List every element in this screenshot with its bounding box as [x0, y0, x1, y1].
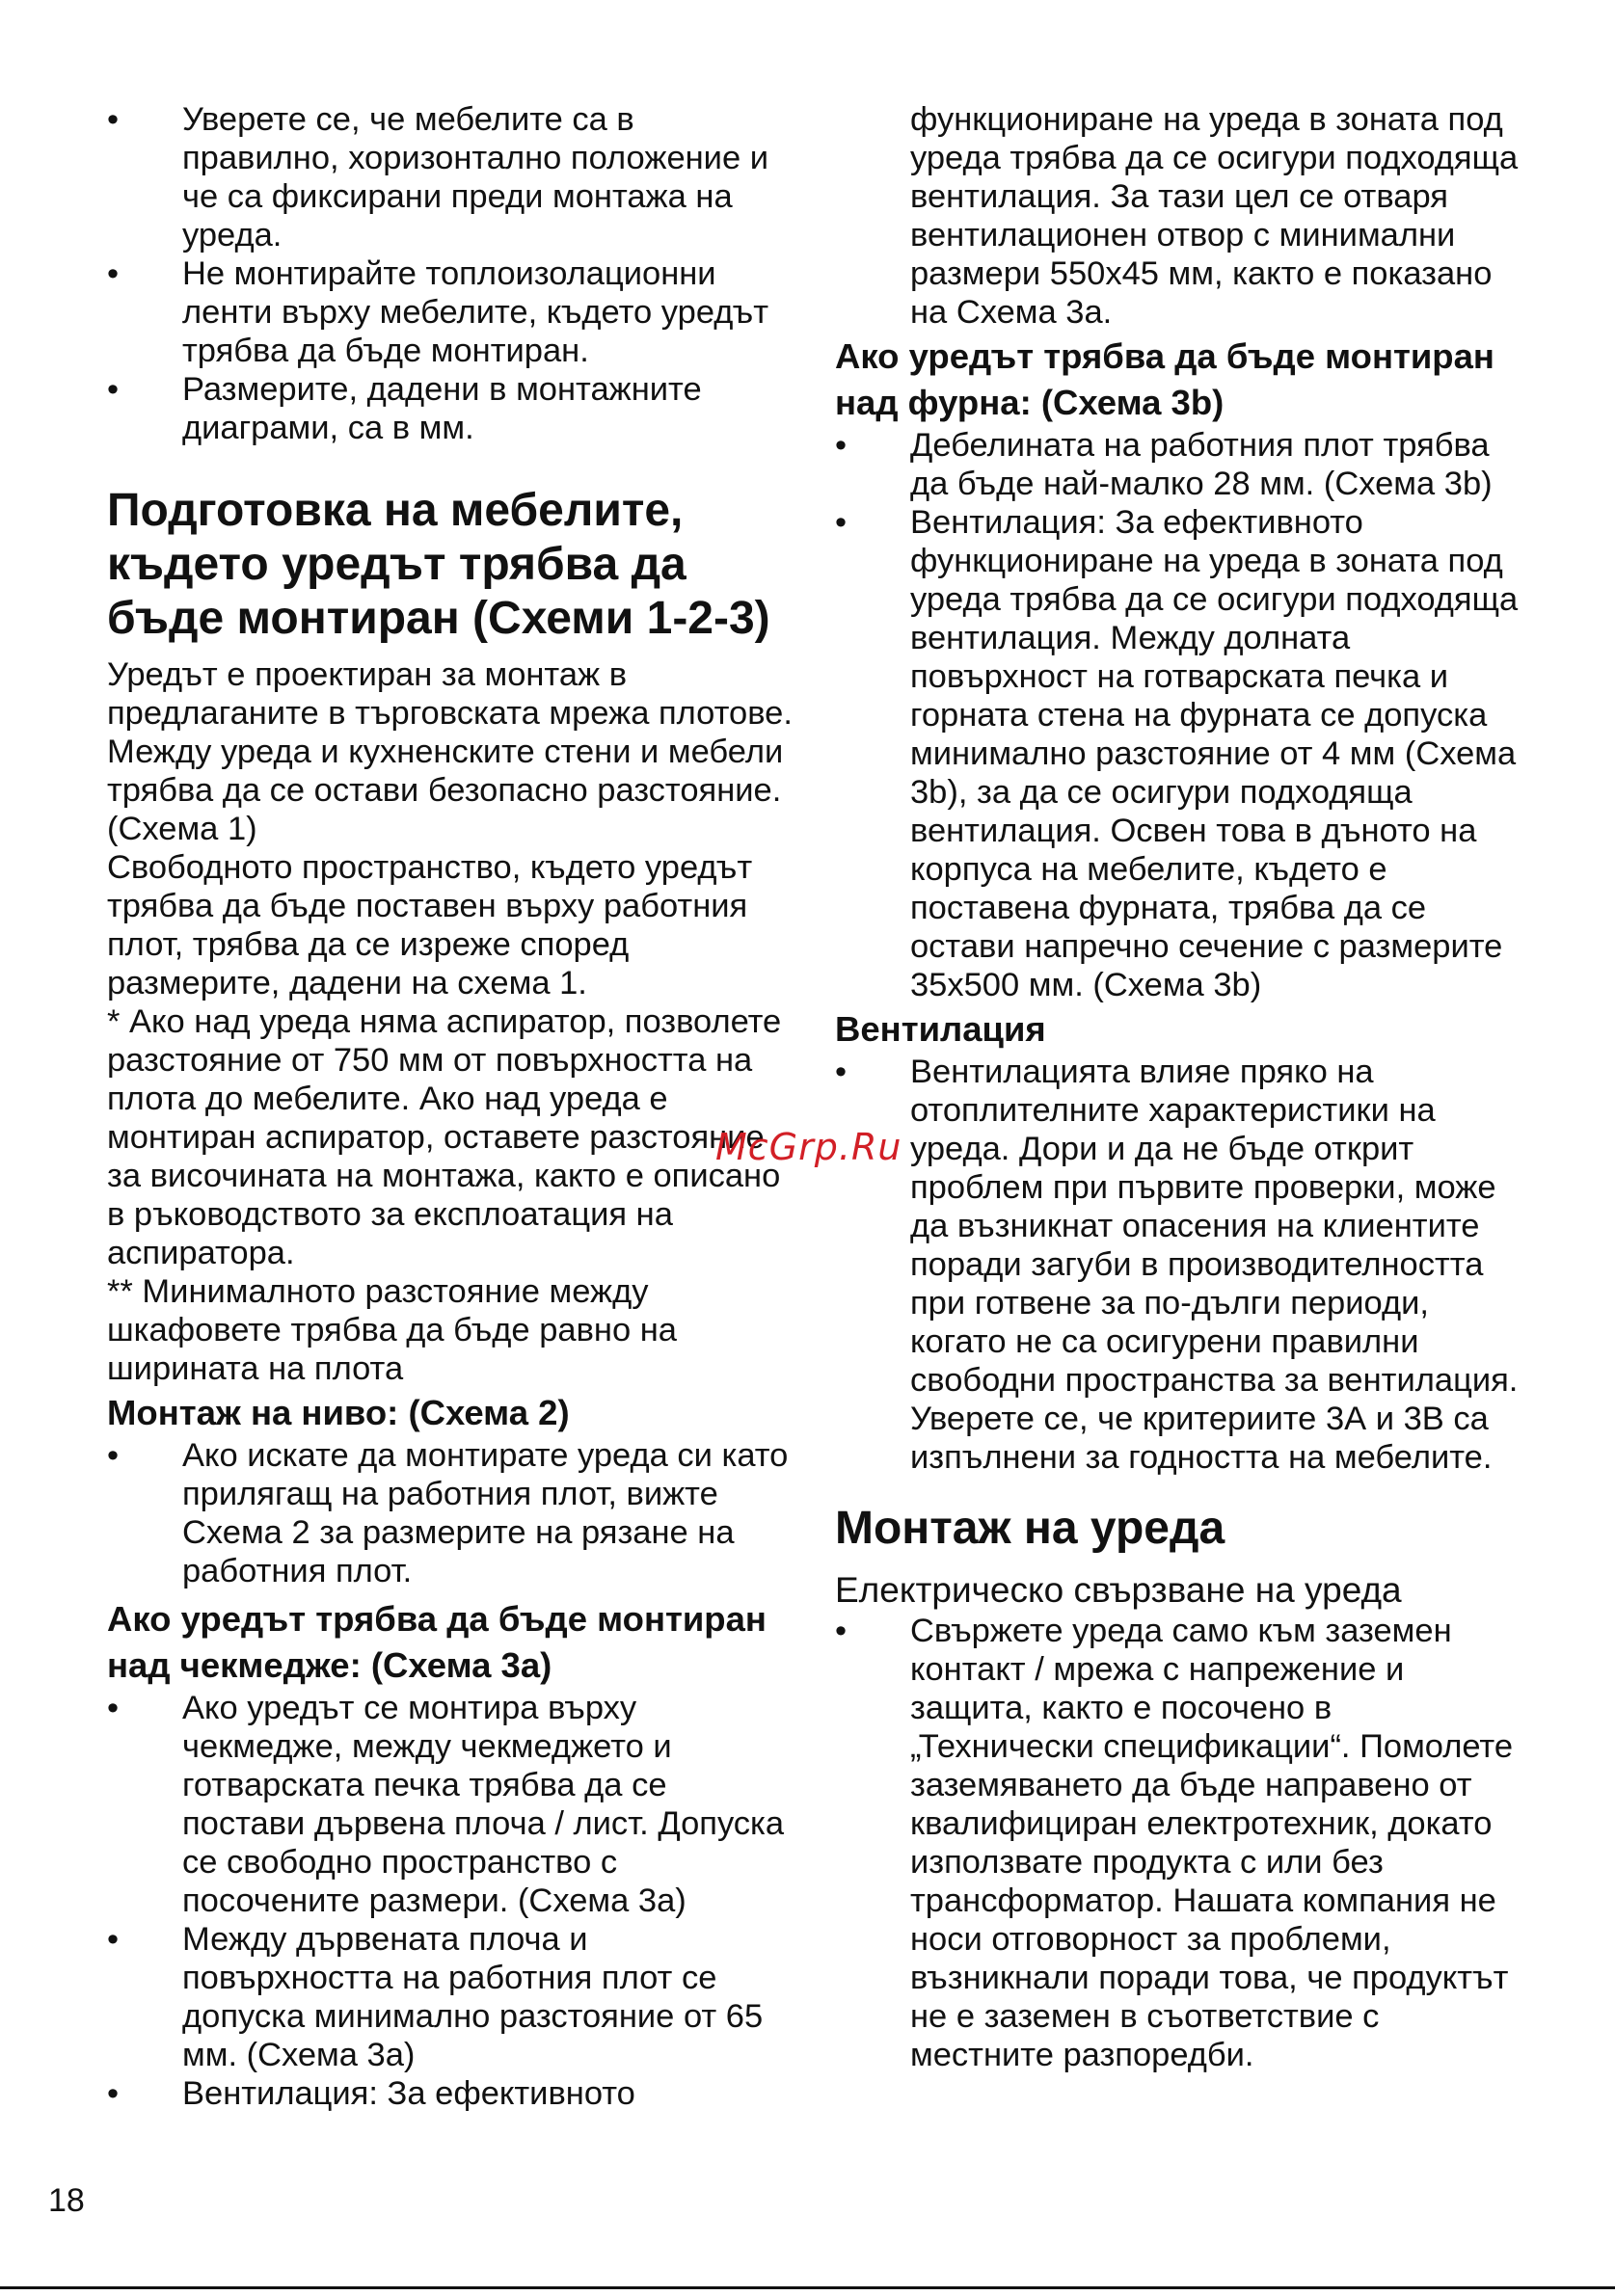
list-item: • Свържете уреда само към заземен контакт / мрежа с напрежение и защита, както е посочено в „Технически спецификации“. Помолете заземяването да бъде направено от квалифициран електротехник, докато използвате продукта с или без трансформатор. Нашата компания не носи отговорност за проблеми, възникнали поради това, че продуктът не е заземен в съответствие с местните разпоредби. [835, 1612, 1521, 2074]
list-item: • Вентилация: За ефективното функциониране на уреда в зоната под уреда трябва да се осигури подходяща вентилация. Между долната повърхност на готварската печка и горната стена на фурната се допуска минимално разстояние от 4 мм (Схема 3b), за да се осигури подходяща вентилация. Освен това в дъното на корпуса на мебелите, където е поставена фурната, трябва да се остави напречно сечение с размерите 35x500 мм. (Схема 3b) [835, 503, 1521, 1004]
right-column [835, 100, 1521, 2074]
bullet-list [107, 1689, 794, 2113]
list-item: • Между дървената плоча и повърхността на работния плот се допуска минимално разстояние от 65 мм. (Схема 3а) [107, 1920, 794, 2074]
bullet-list [835, 1053, 1521, 1477]
bullet-list [835, 1612, 1521, 2074]
list-item: • Вентилацията влияе пряко на отоплителните характеристики на уреда. Дори и да не бъде открит проблем при първите проверки, може да възникнат опасения на клиентите поради загуби в производителността при готвене за по-дълги периоди, когато не са осигурени правилни свободни пространства за вентилация. Уверете се, че критериите 3А и 3В са изпълнени за годността на мебелите. [835, 1053, 1521, 1477]
list-item: • Не монтирайте топлоизолационни ленти върху мебелите, където уредът трябва да бъде монтиран. [107, 254, 794, 370]
paragraph-continuation: функциониране на уреда в зоната под уреда трябва да се осигури подходяща вентилация. За тази цел се отваря вентилационен отвор с минимални размери 550x45 мм, както е показано на Схема 3а. [910, 101, 1519, 331]
subheading-over-oven: Ако уредът трябва да бъде монтиран над фурна: (Схема 3b) [835, 336, 1494, 422]
paragraph: Свободното пространство, където уредът трябва да бъде поставен върху работния плот, трябва да се изреже според размерите, дадени на схема 1. [107, 849, 753, 1001]
intro-bullet-list [107, 100, 794, 447]
paragraph: ** Минималното разстояние между шкафовете трябва да бъде равно на ширината на плота [107, 1273, 677, 1387]
list-item: • Размерите, дадени в монтажните диаграми, са в мм. [107, 370, 794, 447]
subheading-over-drawer: Ако уредът трябва да бъде монтиран над чекмедже: (Схема 3а) [107, 1599, 767, 1685]
paragraph: Уредът е проектиран за монтаж в предлаганите в търговската мрежа плотове. Между уреда и кухненските стени и мебели трябва да се остави безопасно разстояние. (Схема 1) [107, 656, 793, 847]
subheading-ventilation: Вентилация [835, 1009, 1046, 1049]
paragraph: * Ако над уреда няма аспиратор, позволете разстояние от 750 мм от повърхността на плота до мебелите. Ако над уреда е монтиран аспиратор, оставете разстояние за височината на монтажа, както е описано в ръководството за експлоатация на аспиратора. [107, 1003, 782, 1271]
list-item: • Ако уредът се монтира върху чекмедже, между чекмеджето и готварската печка трябва да се постави дървена плоча / лист. Допуска се свободно пространство с посочените размери. (Схема 3а) [107, 1689, 794, 1920]
section-heading-furniture-preparation: Подготовка на мебелите, където уредът трябва да бъде монтиран (Схеми 1-2-3) [107, 485, 770, 644]
page-number: 18 [48, 2182, 85, 2219]
subheading-flush-mount: Монтаж на ниво: (Схема 2) [107, 1393, 570, 1432]
list-item: • Уверете се, че мебелите са в правилно, хоризонтално положение и че са фиксирани преди монтажа на уреда. [107, 100, 794, 254]
section-heading-appliance-mounting: Монтаж на уреда [835, 1503, 1225, 1554]
bottom-rule [0, 2286, 1615, 2289]
list-item: • Ако искате да монтирате уреда си като прилягащ на работния плот, вижте Схема 2 за размерите на рязане на работния плот. [107, 1436, 794, 1590]
subheading-electrical-connection: Електрическо свързване на уреда [835, 1570, 1402, 1610]
bullet-list [835, 426, 1521, 1004]
list-item: • Дебелината на работния плот трябва да бъде най-малко 28 мм. (Схема 3b) [835, 426, 1521, 503]
bullet-list [107, 1436, 794, 1590]
list-item: • Вентилация: За ефективното [107, 2074, 794, 2113]
watermark: McGrp.Ru [715, 1126, 902, 1168]
left-column [107, 100, 794, 2113]
